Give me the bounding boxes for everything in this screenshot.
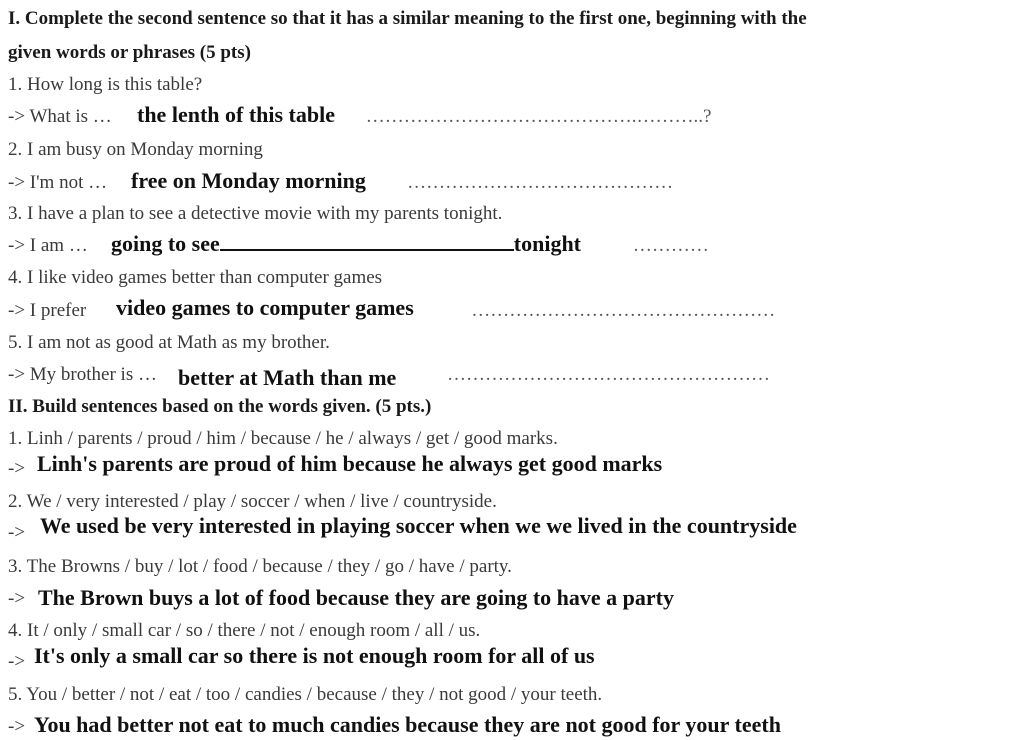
- s1-question-4: 4. I like video games better than computer games: [8, 267, 383, 288]
- s1-prompt-4-text: -> I prefer: [8, 300, 87, 321]
- s1-prompt-2-text: -> I'm not …: [8, 172, 108, 193]
- s2-prompt-2: ->: [8, 522, 26, 543]
- s2-prompt-3: ->: [8, 588, 26, 609]
- s1-question-3: 3. I have a plan to see a detective movie with my parents tonight.: [8, 203, 503, 224]
- s2-answer-4: It's only a small car so there is not enough room for all of us: [34, 643, 595, 668]
- s1-answer-1: the lenth of this table: [137, 102, 335, 127]
- s2-prompt-5: ->: [8, 716, 26, 737]
- s1-answer-3: [111, 231, 581, 256]
- s2-answer-1: Linh's parents are proud of him because he always get good marks: [37, 451, 663, 476]
- s2-question-2: 2. We / very interested / play / soccer / when / live / countryside.: [8, 491, 497, 512]
- s1-answer-3-blank: [220, 231, 514, 251]
- section2-heading: II. Build sentences based on the words given. (5 pts.): [8, 396, 432, 417]
- s1-answer-3-part1: going to see: [111, 231, 220, 256]
- s1-answer-4: video games to computer games: [116, 295, 414, 320]
- s2-answer-5: You had better not eat to much candies because they are not good for your teeth: [34, 712, 781, 737]
- s1-prompt-3-dots: …………: [632, 235, 709, 256]
- section1-heading-line1: I. Complete the second sentence so that it has a similar meaning to the first one, beginning with the: [8, 8, 807, 29]
- s1-answer-3-part2: tonight: [513, 231, 582, 256]
- s1-prompt-1: [8, 106, 711, 128]
- s2-prompt-4: ->: [8, 651, 26, 672]
- s1-prompt-3-text: -> I am …: [8, 235, 88, 256]
- s1-answer-5: better at Math than me: [178, 365, 397, 390]
- s1-answer-2: free on Monday morning: [131, 168, 366, 193]
- s2-answer-2: We used be very interested in playing soccer when we we lived in the countryside: [40, 513, 797, 538]
- s2-answer-3: The Brown buys a lot of food because they are going to have a party: [38, 585, 674, 610]
- s1-prompt-5-dots: ……………………………………………: [446, 364, 770, 385]
- s2-question-3: 3. The Browns / buy / lot / food / because / they / go / have / party.: [8, 556, 512, 577]
- s1-prompt-1-text: -> What is …: [8, 106, 112, 127]
- s2-question-1: 1. Linh / parents / proud / him / because / he / always / get / good marks.: [8, 428, 558, 449]
- s1-prompt-1-dots: …………………………………….………..?: [365, 106, 712, 127]
- s2-question-4: 4. It / only / small car / so / there / not / enough room / all / us.: [8, 620, 481, 641]
- s1-prompt-4-dots: …………………………………………: [471, 300, 776, 321]
- s2-question-5: 5. You / better / not / eat / too / candies / because / they / not good / your teeth.: [8, 684, 603, 705]
- s1-prompt-2-dots: ……………………………………: [407, 172, 674, 193]
- s1-question-1: 1. How long is this table?: [8, 74, 203, 95]
- s2-prompt-1: ->: [8, 458, 26, 479]
- s1-prompt-5-text: -> My brother is …: [8, 364, 157, 385]
- s1-question-2: 2. I am busy on Monday morning: [8, 139, 263, 160]
- section1-heading-line2: given words or phrases (5 pts): [8, 42, 251, 63]
- s1-question-5: 5. I am not as good at Math as my brother.: [8, 332, 330, 353]
